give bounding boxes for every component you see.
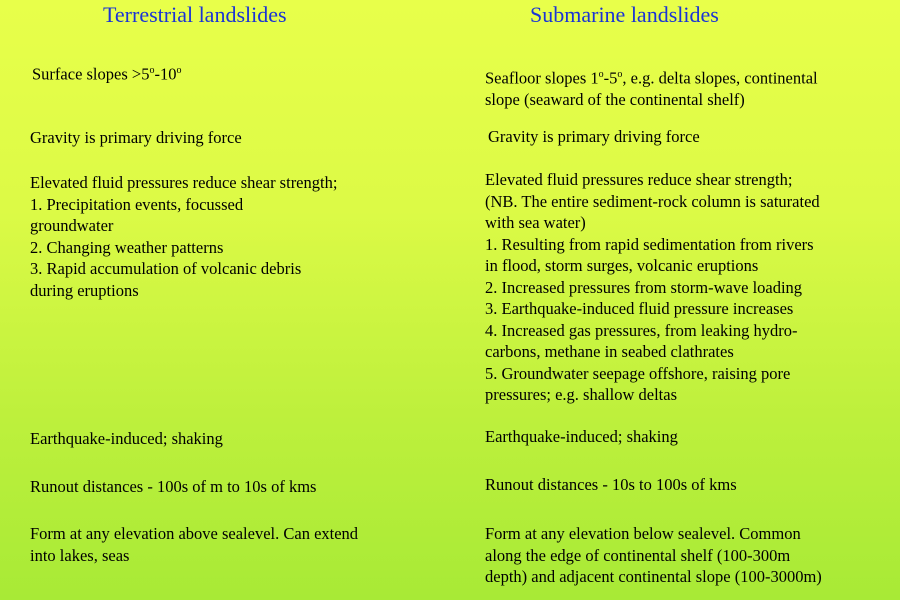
- terrestrial-fluid-line: 2. Changing weather patterns: [30, 237, 224, 257]
- terrestrial-fluid-line: during eruptions: [30, 280, 139, 300]
- submarine-fluid-line: 3. Earthquake-induced fluid pressure increases: [485, 299, 794, 318]
- terrestrial-elevation: Form at any elevation above sealevel. Can extend into lakes, seas: [30, 524, 359, 565]
- terrestrial-fluid-line: 3. Rapid accumulation of volcanic debris: [30, 259, 302, 278]
- terrestrial-runout: Runout distances - 100s of m to 10s of kms: [30, 477, 317, 496]
- submarine-fluid-line: pressures; e.g. shallow deltas: [485, 385, 677, 404]
- terrestrial-fluid-line: 1. Precipitation events, focussed: [30, 194, 244, 214]
- terrestrial-fluid-line: groundwater: [30, 216, 114, 235]
- submarine-fluid-line: 5. Groundwater seepage offshore, raising pore: [485, 363, 791, 383]
- submarine-runout: Runout distances - 10s to 100s of kms: [485, 475, 737, 494]
- submarine-fluid-line: 1. Resulting from rapid sedimentation from rivers: [485, 234, 814, 254]
- terrestrial-fluid-line: Elevated fluid pressures reduce shear strength;: [30, 173, 338, 192]
- submarine-gravity: Gravity is primary driving force: [488, 127, 700, 146]
- terrestrial-fluid-pressure: [30, 172, 450, 301]
- terrestrial-title: Terrestrial landslides: [103, 2, 287, 27]
- terrestrial-gravity: Gravity is primary driving force: [30, 128, 242, 147]
- submarine-fluid-line: with sea water): [485, 213, 586, 232]
- submarine-fluid-pressure: [485, 169, 897, 406]
- submarine-fluid-line: 2. Increased pressures from storm-wave loading: [485, 277, 803, 297]
- submarine-fluid-line: (NB. The entire sediment-rock column is saturated: [485, 191, 820, 211]
- terrestrial-slopes: Surface slopes $>5^o-10^o$: [32, 64, 182, 84]
- submarine-elevation: Form at any elevation below sealevel. Common along the edge of continental shelf (100-300m depth) and adjacent continental slope (100-3000m): [485, 524, 822, 586]
- submarine-fluid-line: Elevated fluid pressures reduce shear strength;: [485, 170, 793, 189]
- submarine-slopes: Seafloor slopes 1$^o$-5$^o$, e.g. delta slopes, continental slope (seaward of the continental shelf): [485, 68, 818, 109]
- submarine-earthquake: Earthquake-induced; shaking: [485, 427, 678, 446]
- submarine-title: Submarine landslides: [530, 2, 719, 27]
- submarine-fluid-line: 4. Increased gas pressures, from leaking hydro-: [485, 320, 798, 340]
- terrestrial-earthquake: Earthquake-induced; shaking: [30, 429, 223, 448]
- submarine-fluid-line: carbons, methane in seabed clathrates: [485, 342, 734, 361]
- submarine-fluid-line: in flood, storm surges, volcanic eruptions: [485, 256, 759, 275]
